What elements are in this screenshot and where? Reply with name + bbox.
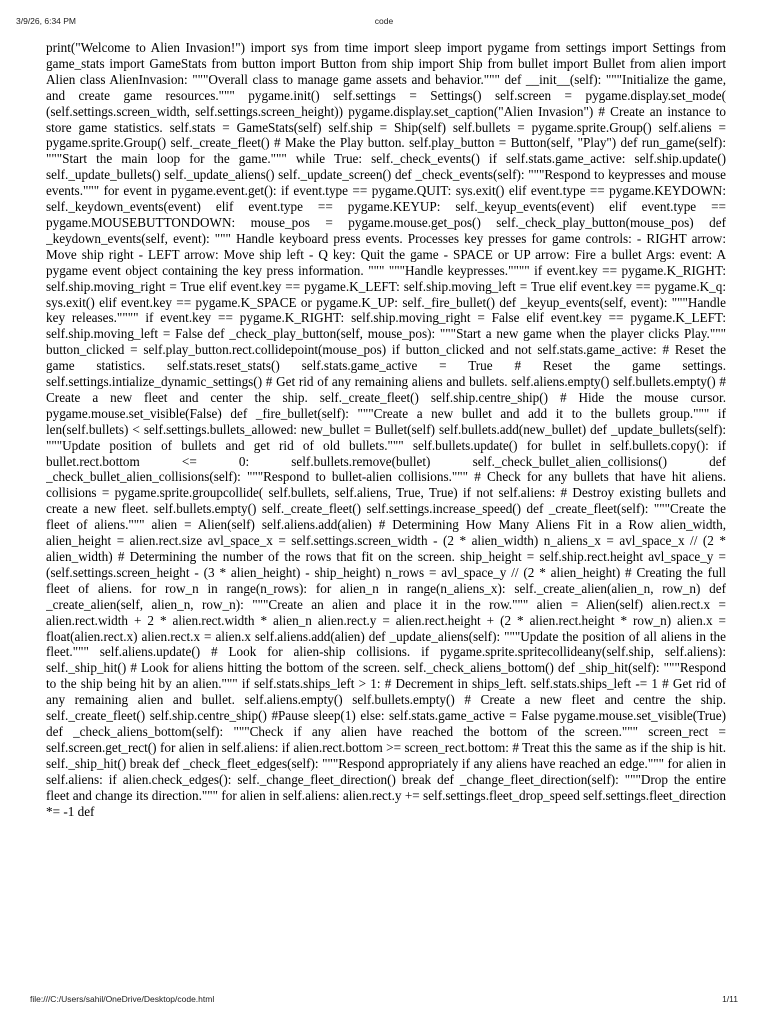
document-body-text: print("Welcome to Alien Invasion!") import sys from time import sleep import pygame from settings import Settings from game_stats import GameStats from button import Button from ship import Ship from bullet import Bullet from alien import Alien class AlienInvasion: """Overall class to manage game assets and behavior.""" def __init__(self): """Initialize the game, and create game resources.""" pygame.init() self.settings = Settings() self.screen = pygame.display.set_mode( (self.settings.screen_width, self.settings.screen_height)) pygame.display.set_caption("Alien Invasion") # Create an instance to store game statistics. self.stats = GameStats(self) self.ship = Ship(self) self.bullets = pygame.sprite.Group() self.aliens = pygame.sprite.Group() self._create_fleet() # Make the Play button. self.play_button = Button(self, "Play") def run_game(self): """Start the main loop for the game.""" while True: self._check_events() if self.stats.game_active: self.ship.update() self._update_bullets() self._update_aliens() self._update_screen() def _check_events(self): """Respond to keypresses and mouse events.""" for event in pygame.event.get(): if event.type == pygame.QUIT: sys.exit() elif event.type == pygame.KEYDOWN: self._keydown_events(event) elif event.type == pygame.KEYUP: self._keyup_events(event) elif event.type == pygame.MOUSEBUTTONDOWN: mouse_pos = pygame.mouse.get_pos() self._check_play_button(mouse_pos) def _keydown_events(self, event): """ Handle keyboard press events. Processes key presses for game controls: - RIGHT arrow: Move ship right - LEFT arrow: Move ship left - Q key: Quit the game - SPACE or UP arrow: Fire a bullet Args: event: A pygame event object containing the key press information. """ """Handle keypresses."""" if event.key == pygame.K_RIGHT: self.ship.moving_right = True elif event.key == pygame.K_LEFT: self.ship.moving_left = True elif event.key == pygame.K_q: sys.exit() elif event.key == pygame.K_SPACE or pygame.K_UP: self._fire_bullet() def _keyup_events(self, event): """Handle key releases."""" if event.key == pygame.K_RIGHT: self.ship.moving_right = False elif event.key == pygame.K_LEFT: self.ship.moving_left = False def _check_play_button(self, mouse_pos): """Start a new game when the player clicks Play.""" button_clicked = self.play_button.rect.collidepoint(mouse_pos) if button_clicked and not self.stats.game_active: # Reset the game statistics. self.stats.reset_stats() self.stats.game_active = True # Reset the game settings. self.settings.intialize_dynamic_settings() # Get rid of any remaining aliens and bullets. self.aliens.empty() self.bullets.empty() # Create a new fleet and center the ship. self._create_fleet() self.ship.centre_ship() # Hide the mouse cursor. pygame.mouse.set_visible(False) def _fire_bullet(self): """Create a new bullet and add it to the bullets group.""" if len(self.bullets) < self.settings.bullets_allowed: new_bullet = Bullet(self) self.bullets.add(new_bullet) def _update_bullets(self): """Update position of bullets and get rid of old bullets.""" self.bullets.update() for bullet in self.bullets.copy(): if bullet.rect.bottom <= 0: self.bullets.remove(bullet) self._check_bullet_alien_collisions() def _check_bullet_alien_collisions(self): """Respond to bullet-alien collisions.""" # Check for any bullets that have hit aliens. collisions = pygame.sprite.groupcollide( self.bullets, self.aliens, True, True) if not self.aliens: # Destroy existing bullets and create a new fleet. self.bullets.empty() self._create_fleet() self.settings.increase_speed() def _create_fleet(self): """Create the fleet of aliens.""" alien = Alien(self) self.aliens.add(alien) # Determining How Many Aliens Fit in a Row alien_width, alien_height = alien.rect.size avl_space_x = self.settings.screen_width - (2 * alien_width) n_aliens_x = avl_space_x // (2 * alien_width) # Determining the number of the rows that fit on the screen. ship_height = self.ship.rect.height avl_space_y = (self.settings.screen_height - (3 * alien_height) - ship_height) n_rows = avl_space_y // (2 * alien_height) # Creating the full fleet of aliens. for row_n in range(n_rows): for alien_n in range(n_aliens_x): self._create_alien(alien_n, row_n) def _create_alien(self, alien_n, row_n): """Create an alien and place it in the row.""" alien = Alien(self) alien.rect.x = alien.rect.width + 2 * alien.rect.width * alien_n alien.rect.y = alien.rect.height + (2 * alien.rect.height * row_n) alien.x = float(alien.rect.x) alien.rect.x = alien.x self.aliens.add(alien) def _update_aliens(self): """Update the position of all aliens in the fleet.""" self.aliens.update() # Look for alien-ship collisions. if pygame.sprite.spritecollideany(self.ship, self.aliens): self._ship_hit() # Look for aliens hitting the bottom of the screen. self._check_aliens_bottom() def _ship_hit(self): """Respond to the ship being hit by an alien.""" if self.stats.ships_left > 1: # Decrement in ships_left. self.stats.ships_left -= 1 # Get rid of any remaining alien and bullet. self.aliens.empty() self.bullets.empty() # Create a new fleet and centre the ship. self._create_fleet() self.ship.centre_ship() #Pause sleep(1) else: self.stats.game_active = False pygame.mouse.set_visible(True) def _check_aliens_bottom(self): """Check if any alien have reached the bottom of the screen.""" screen_rect = self.screen.get_rect() for alien in self.aliens: if alien.rect.bottom >= screen_rect.bottom: # Treat this the same as if the ship is hit. self._ship_hit() break def _check_fleet_edges(self): """Respond appropriately if any aliens have reached an edge.""" for alien in self.aliens: if alien.check_edges(): self._change_fleet_direction() break def _change_fleet_direction(self): """Drop the entire fleet and change its direction.""" for alien in self.aliens: alien.rect.y += self.settings.fleet_drop_speed self.settings.fleet_direction *= -1 def <box>46 40 726 819</box>
print-page-title: code <box>374 16 394 26</box>
print-page-number: 1/11 <box>722 994 738 1004</box>
print-file-path: file:///C:/Users/sahil/OneDrive/Desktop/code.html <box>30 994 215 1004</box>
print-footer <box>0 994 768 1033</box>
print-header <box>0 16 768 28</box>
print-datetime: 3/9/26, 6:34 PM <box>16 16 77 26</box>
